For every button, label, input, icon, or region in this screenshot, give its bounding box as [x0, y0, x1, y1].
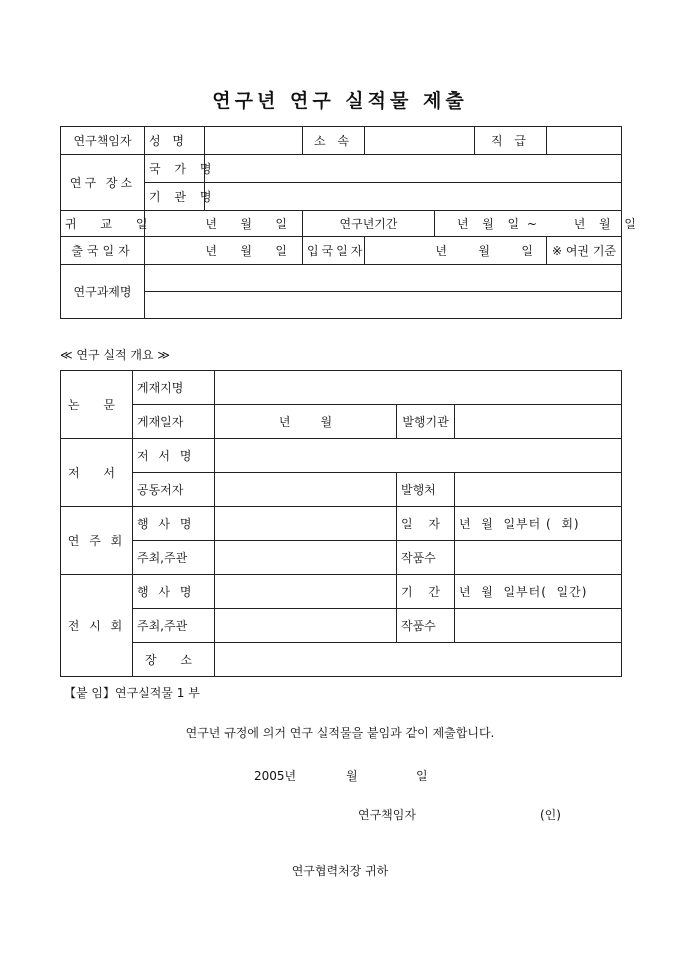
rank-field[interactable] [547, 127, 622, 155]
pub-date-field[interactable] [215, 405, 397, 439]
name-label: 성 명 [145, 127, 205, 155]
works-field[interactable] [455, 541, 622, 575]
date-year: 2005년 [254, 769, 297, 783]
return-label: 귀 교 일 [61, 211, 145, 237]
topic-field-line2[interactable] [145, 292, 622, 319]
period-label: 연구년기간 [303, 211, 435, 237]
host-field[interactable] [215, 541, 397, 575]
affiliation-field[interactable] [365, 127, 475, 155]
period-field[interactable]: 년 월 일 ~ 년 월 일 [435, 211, 622, 237]
affiliation-label: 소 속 [303, 127, 365, 155]
exhibit-works-label: 작품수 [397, 609, 455, 643]
works-label: 작품수 [397, 541, 455, 575]
return-date-field[interactable]: 년 월 일 [145, 211, 303, 237]
pub-date-label: 게재일자 [133, 405, 215, 439]
journal-field[interactable] [215, 371, 622, 405]
exhibit-event-label: 행 사 명 [133, 575, 215, 609]
paper-label: 논 문 [61, 371, 133, 439]
passport-note: ※ 여권 기준 [547, 237, 622, 265]
topic-label: 연구과제명 [61, 265, 145, 319]
date-month: 월 [346, 769, 358, 783]
book-title-label: 저 서 명 [133, 439, 215, 473]
summary-table [60, 370, 622, 677]
publisher-label: 발행기관 [397, 405, 455, 439]
event-name-field[interactable] [215, 507, 397, 541]
researcher-label: 연구책임자 [61, 127, 145, 155]
name-field[interactable] [205, 127, 303, 155]
submission-statement: 연구년 규정에 의거 연구 실적물을 붙임과 같이 제출합니다. [185, 726, 495, 740]
signer-label: 연구책임자 [358, 808, 416, 822]
date-label: 일 자 [397, 507, 455, 541]
addressee: 연구협력처장 귀하 [291, 864, 389, 878]
topic-field-line1[interactable] [145, 265, 622, 292]
page-title: 연구년 연구 실적물 제출 [212, 90, 468, 112]
book-title-field[interactable] [215, 439, 622, 473]
coauthor-field[interactable] [215, 473, 397, 507]
concert-date-field[interactable]: 년 월 일부터 ( 회) [455, 507, 622, 541]
exhibit-event-field[interactable] [215, 575, 397, 609]
rank-label: 직 급 [475, 127, 547, 155]
month-label: 월 [320, 415, 333, 429]
concert-label: 연 주 회 [61, 507, 133, 575]
attachment-note: 【붙 임】연구실적물 1 부 [64, 686, 200, 700]
host-label: 주최,주관 [133, 541, 215, 575]
departure-date-field[interactable]: 년 월 일 [145, 237, 303, 265]
departure-label: 출국일자 [61, 237, 145, 265]
exhibit-works-field[interactable] [455, 609, 622, 643]
exhibit-host-field[interactable] [215, 609, 397, 643]
seal-mark: (인) [540, 808, 561, 822]
journal-label: 게재지명 [133, 371, 215, 405]
exhibit-period-label: 기 간 [397, 575, 455, 609]
country-field[interactable] [205, 155, 622, 183]
coauthor-label: 공동저자 [133, 473, 215, 507]
place-label: 연구 장소 [61, 155, 145, 211]
researcher-info-table [60, 126, 638, 319]
exhibit-label: 전 시 회 [61, 575, 133, 677]
venue-field[interactable] [215, 643, 622, 677]
book-label: 저 서 [61, 439, 133, 507]
publisher-field[interactable] [455, 405, 622, 439]
entry-label: 입국일자 [303, 237, 365, 265]
section-title: ≪ 연구 실적 개요 ≫ [60, 348, 170, 362]
date-day: 일 [416, 769, 428, 783]
year-label: 년 [278, 415, 291, 429]
institution-field[interactable] [205, 183, 622, 211]
country-label: 국 가 명 [145, 155, 205, 183]
event-name-label: 행 사 명 [133, 507, 215, 541]
book-publisher-field[interactable] [455, 473, 622, 507]
entry-date-field[interactable]: 년 월 일 [365, 237, 547, 265]
institution-label: 기 관 명 [145, 183, 205, 211]
exhibit-host-label: 주최,주관 [133, 609, 215, 643]
venue-label: 장 소 [133, 643, 215, 677]
exhibit-period-field[interactable]: 년 월 일부터( 일간) [455, 575, 622, 609]
book-publisher-label: 발행처 [397, 473, 455, 507]
